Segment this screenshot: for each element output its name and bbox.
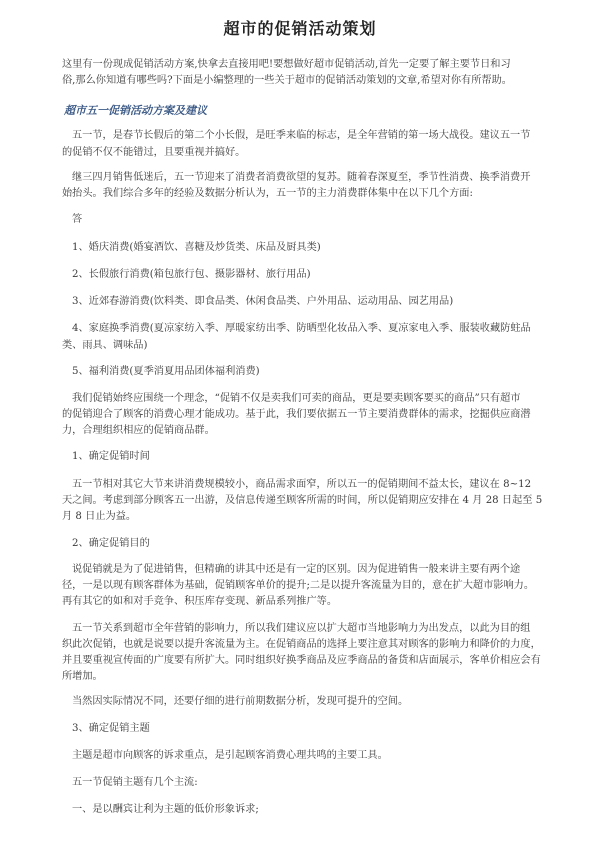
paragraph-line: 织此次促销，也就是说要以提升客流量为主。在促销商品的选择上要注意其对顾客的影响力和降价的力度， (62, 639, 541, 650)
paragraph-line: 我们促销始终应围绕一个理念，“促销不仅是卖我们可卖的商品，更是要卖顾客要买的商品”只有超市 (72, 393, 521, 404)
list-item: 1、婚庆消费(婚宴酒饮、喜糖及炒货类、床品及厨具类) (72, 242, 321, 253)
paragraph-line: 径，一是以现有顾客群体为基础，促销顾客单价的提升;二是以提升客流量为目的，意在扩大超市影响力。 (62, 580, 535, 591)
paragraph-line: 所增加。 (62, 671, 103, 682)
list-item: 2、长假旅行消费(箱包旅行包、摄影器材、旅行用品) (72, 269, 311, 280)
paragraph-line: 五一节促销主题有几个主流: (72, 777, 198, 788)
list-item: 3、近郊春游消费(饮料类、即食品类、休闲食品类、户外用品、运动用品、园艺用品) (72, 296, 454, 307)
paragraph-line: 再有其它的如和对手竞争、积压库存变现、新品系列推广等。 (62, 596, 338, 607)
paragraph-line: 的促销不仅不能错过，且要重视并搞好。 (62, 147, 246, 158)
document-title: 超市的促销活动策划 (223, 19, 377, 38)
list-item: 类、雨具、调味品) (62, 340, 148, 351)
paragraph-line: 答 (72, 214, 83, 225)
paragraph-line: 力，合理组织相应的促销商品群。 (62, 425, 215, 436)
list-item: 5、福利消费(夏季消夏用品团体福利消费) (72, 366, 260, 377)
intro-line: 这里有一份现成促销活动方案,快拿去直接用吧!要想做好超市促销活动,首先一定要了解主要节日和习 (62, 59, 511, 70)
paragraph-line: 天之间。考虑到部分顾客五一出游，及信息传递至顾客所需的时间，所以促销期应安排在 4 月 28 日起至 5 (62, 495, 543, 506)
paragraph-line: 当然因实际情况不同，还要仔细的进行前期数据分析，发现可提升的空间。 (72, 696, 409, 707)
subheading: 2、确定促销目的 (72, 538, 150, 549)
paragraph-line: 主题是超市向顾客的诉求重点，是引起顾客消费心理共鸣的主要工具。 (72, 750, 388, 761)
paragraph-line: 的促销迎合了顾客的消费心理才能成功。基于此，我们要依据五一节主要消费群体的需求，挖掘供应商潜 (62, 409, 531, 420)
section-heading: 超市五一促销活动方案及建议 (64, 104, 207, 117)
list-item: 4、家庭换季消费(夏凉家纺入季、厚暖家纺出季、防晒型化妆品入季、夏凉家电入季、服装收藏防蛀品 (72, 323, 531, 334)
paragraph-line: 五一节，是春节长假后的第二个小长假，是旺季来临的标志，是全年营销的第一场大战役。建议五一节 (72, 130, 531, 141)
intro-line: 俗,那么你知道有哪些吗?下面是小编整理的一些关于超市的促销活动策划的文章,希望对你有所帮助。 (62, 75, 512, 86)
paragraph-line: 并且要重视宣传面的广度要有所扩大。同时组织好换季商品及应季商品的备货和店面展示，客单价相应会有 (62, 655, 541, 666)
paragraph-line: 始抬头。我们综合多年的经验及数据分析认为，五一节的主力消费群体集中在以下几个方面: (62, 188, 473, 199)
paragraph-line: 继三四月销售低迷后，五一节迎来了消费者消费欲望的复苏。随着春深夏至，季节性消费、换季消费开 (72, 172, 531, 183)
paragraph-line: 五一节相对其它大节来讲消费规模较小，商品需求面窄，所以五一的促销期间不益太长，建议在 8~12 (72, 479, 532, 490)
paragraph-line: 一、是以酬宾让利为主题的低价形象诉求; (72, 804, 259, 815)
subheading: 3、确定促销主题 (72, 723, 150, 734)
subheading: 1、确定促销时间 (72, 451, 150, 462)
paragraph-line: 说促销就是为了促进销售，但精确的讲其中还是有一定的区别。因为促进销售一般来讲主要有两个途 (72, 564, 521, 575)
paragraph-line: 月 8 日止为益。 (62, 511, 137, 522)
paragraph-line: 五一节关系到超市全年营销的影响力，所以我们建议应以扩大超市当地影响力为出发点，以此为目的组 (72, 623, 531, 634)
